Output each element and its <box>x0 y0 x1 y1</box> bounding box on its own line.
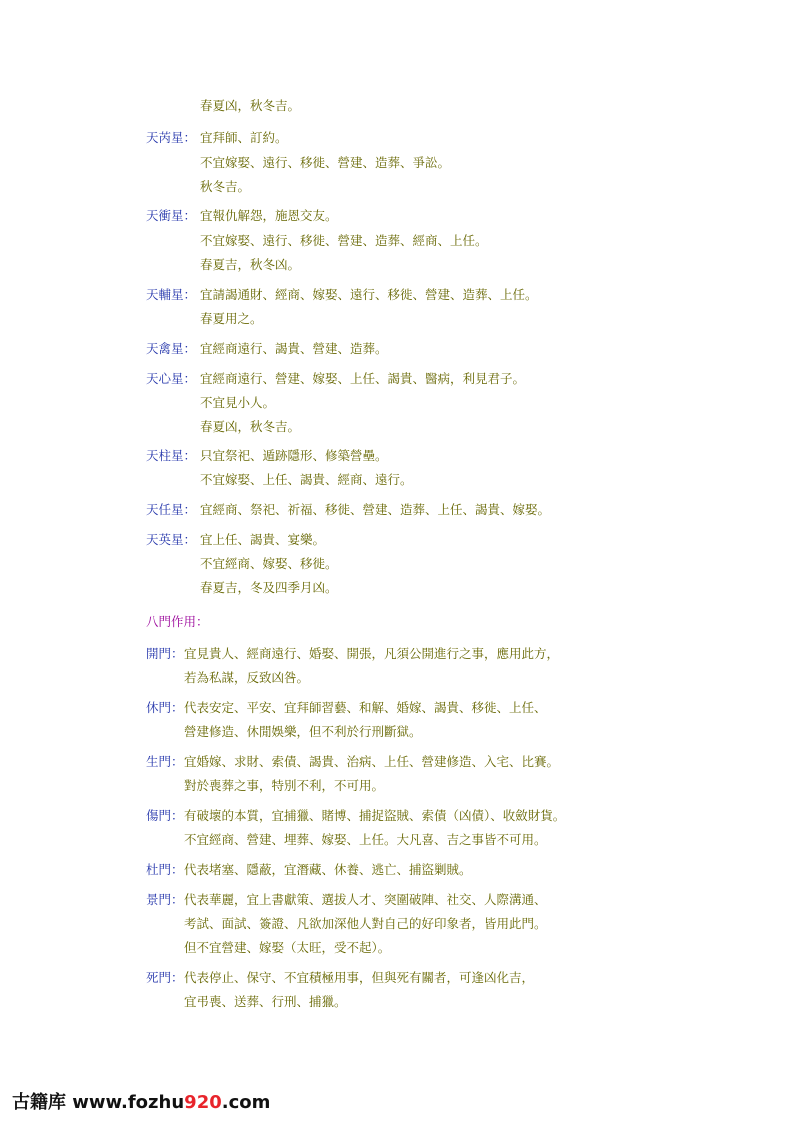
star-text-line: 宜經商遠行、謁貴、營建、造葬。 <box>200 341 388 356</box>
star-text-line: 宜請謁通財、經商、嫁娶、遠行、移徙、營建、造葬、上任。 <box>200 287 538 302</box>
star-text-line: 只宜祭祀、遁跡隱形、修築營壘。 <box>200 448 388 463</box>
star-text-line: 宜拜師、訂約。 <box>200 130 288 145</box>
star-label-zhu: 天柱星： <box>146 448 197 463</box>
star-label-ren: 天任星： <box>146 502 197 517</box>
door-label-si: 死門： <box>146 970 184 985</box>
star-label-chong: 天衝星： <box>146 208 197 223</box>
star-text-line: 宜經商遠行、營建、嫁娶、上任、謁貴、醫病，利見君子。 <box>200 371 526 386</box>
door-text-line: 宜弔喪、送葬、行刑、捕獵。 <box>184 994 347 1009</box>
door-text-line: 不宜經商、營建、埋葬、嫁娶、上任。大凡喜、吉之事皆不可用。 <box>184 832 547 847</box>
door-text-line: 代表安定、平安、宜拜師習藝、和解、婚嫁、謁貴、移徙、上任、 <box>184 700 547 715</box>
star-label-xin: 天心星： <box>146 371 197 386</box>
door-text-line: 有破壞的本質，宜捕獵、賭博、捕捉盜賊、索債（凶債）、收斂財貨。 <box>184 808 566 823</box>
door-text-line: 代表華麗，宜上書獻策、選拔人才、突圍破陣、社交、人際溝通、 <box>184 892 547 907</box>
door-text-line: 對於喪葬之事，特別不利，不可用。 <box>184 778 385 793</box>
footer-url <box>72 1092 270 1113</box>
footer-url-number: 920 <box>184 1092 222 1113</box>
door-text-line: 若為私謀，反致凶咎。 <box>184 670 310 685</box>
section-title-eight-doors: 八門作用： <box>146 614 209 629</box>
star-text-line: 春夏吉，冬及四季月凶。 <box>200 580 338 595</box>
door-text-line: 考試、面試、簽證、凡欲加深他人對自己的好印象者，皆用此門。 <box>184 916 547 931</box>
star-label-qin: 天禽星： <box>146 341 197 356</box>
door-label-sheng: 生門： <box>146 754 184 769</box>
door-text-line: 營建修造、休閒娛樂，但不利於行刑斷獄。 <box>184 724 422 739</box>
star-text-line: 不宜見小人。 <box>200 395 276 410</box>
star-text-line: 不宜嫁娶、上任、謁貴、經商、遠行。 <box>200 472 413 487</box>
door-label-jing: 景門： <box>146 892 184 907</box>
door-label-xiu: 休門： <box>146 700 184 715</box>
door-label-du: 杜門： <box>146 862 184 877</box>
star-label-ying: 天英星： <box>146 532 197 547</box>
star-label-rui: 天芮星： <box>146 130 197 145</box>
star-text-line: 不宜嫁娶、遠行、移徙、營建、造葬、經商、上任。 <box>200 233 488 248</box>
intro-line: 春夏凶，秋冬吉。 <box>200 98 301 113</box>
star-label-fu: 天輔星： <box>146 287 197 302</box>
star-text-line: 宜經商、祭祀、祈福、移徙、營建、造葬、上任、謁貴、嫁娶。 <box>200 502 551 517</box>
door-text-line: 代表停止、保守、不宜積極用事，但與死有關者，可逢凶化吉， <box>184 970 535 985</box>
star-text-line: 不宜經商、嫁娶、移徙。 <box>200 556 338 571</box>
door-text-line: 宜婚嫁、求財、索債、謁貴、治病、上任、營建修造、入宅、比賽。 <box>184 754 560 769</box>
door-label-kai: 開門： <box>146 646 184 661</box>
door-text-line: 宜見貴人、經商遠行、婚娶、開張，凡須公開進行之事，應用此方， <box>184 646 560 661</box>
star-text-line: 春夏吉，秋冬凶。 <box>200 257 301 272</box>
star-text-line: 春夏凶，秋冬吉。 <box>200 419 301 434</box>
door-text-line: 但不宜營建、嫁娶（太旺，受不起）。 <box>184 940 391 955</box>
star-text-line: 宜上任、謁貴、宴樂。 <box>200 532 326 547</box>
footer-url-prefix: www.fozhu <box>72 1092 185 1113</box>
star-text-line: 宜報仇解怨，施恩交友。 <box>200 208 338 223</box>
footer-brand: 古籍库 <box>12 1092 66 1113</box>
star-text-line: 春夏用之。 <box>200 311 263 326</box>
footer-watermark <box>12 1088 270 1114</box>
door-label-shang: 傷門： <box>146 808 184 823</box>
footer-url-suffix: .com <box>221 1092 271 1113</box>
star-text-line: 秋冬吉。 <box>200 179 251 194</box>
star-text-line: 不宜嫁娶、遠行、移徙、營建、造葬、爭訟。 <box>200 155 451 170</box>
door-text-line: 代表堵塞、隱蔽，宜潛藏、休養、逃亡、捕盜剿賊。 <box>184 862 472 877</box>
